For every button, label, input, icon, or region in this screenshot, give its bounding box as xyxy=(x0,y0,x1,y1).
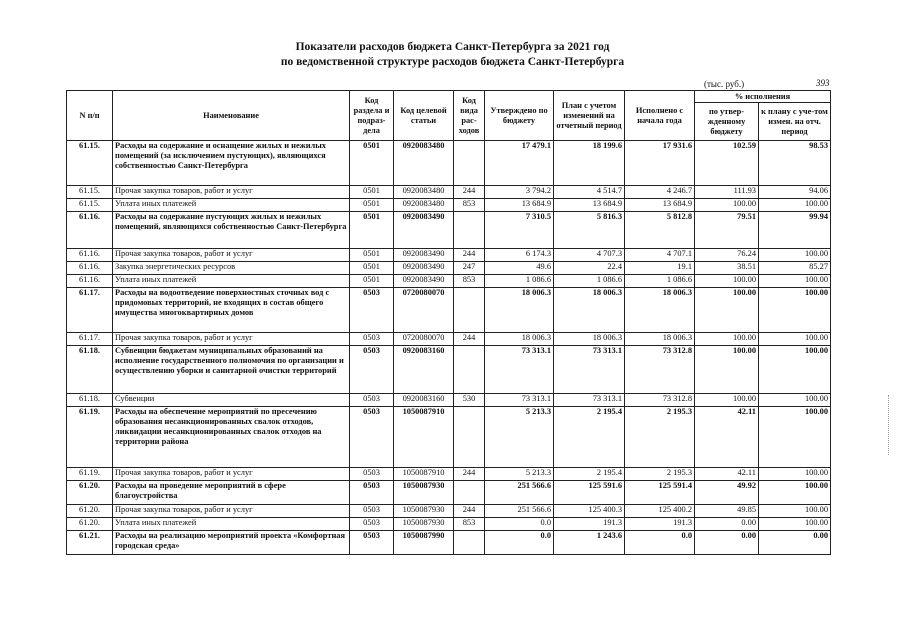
row-plan: 18 006.3 xyxy=(554,333,625,346)
row-section-code: 0503 xyxy=(350,468,394,481)
row-plan: 18 006.3 xyxy=(554,288,625,333)
col-header-plan: План с учетом изменений на отчетный период xyxy=(554,91,625,141)
row-name: Расходы на реализацию мероприятий проекта «Комфортная городская среда» xyxy=(113,531,350,555)
row-name: Закупка энергетических ресурсов xyxy=(113,262,350,275)
row-type-code xyxy=(454,288,485,333)
row-pct-plan: 100.00 xyxy=(759,505,831,518)
row-section-code: 0501 xyxy=(350,249,394,262)
document-title xyxy=(0,40,905,70)
row-pct-plan: 100.00 xyxy=(759,481,831,505)
row-executed: 19.1 xyxy=(625,262,695,275)
col-header-name: Наименование xyxy=(113,91,350,141)
row-type-code: 244 xyxy=(454,249,485,262)
row-approved: 13 684.9 xyxy=(485,199,554,212)
row-pct-approved: 111.93 xyxy=(695,186,759,199)
row-pct-plan: 100.00 xyxy=(759,346,831,394)
row-target-code: 1050087910 xyxy=(394,407,454,468)
row-plan: 18 199.6 xyxy=(554,141,625,186)
row-name: Расходы на обеспечение мероприятий по пресечению образования несанкционированных свалок отходов, ликвидации несанкционированных свалок отходов на территории района xyxy=(113,407,350,468)
title-line-1: Показатели расходов бюджета Санкт-Петербурга за 2021 год xyxy=(295,41,610,53)
row-pct-approved: 100.00 xyxy=(695,288,759,333)
row-approved: 18 006.3 xyxy=(485,288,554,333)
row-executed: 1 086.6 xyxy=(625,275,695,288)
row-pct-plan: 98.53 xyxy=(759,141,831,186)
row-number: 61.15. xyxy=(67,141,113,186)
row-executed: 191.3 xyxy=(625,518,695,531)
row-approved: 7 310.5 xyxy=(485,212,554,249)
row-executed: 17 931.6 xyxy=(625,141,695,186)
row-number: 61.17. xyxy=(67,333,113,346)
row-number: 61.19. xyxy=(67,407,113,468)
col-header-section: Код раздела и подраз-дела xyxy=(350,91,394,141)
row-number: 61.20. xyxy=(67,505,113,518)
row-executed: 5 812.8 xyxy=(625,212,695,249)
row-name: Уплата иных платежей xyxy=(113,518,350,531)
row-executed: 2 195.3 xyxy=(625,407,695,468)
row-plan: 5 816.3 xyxy=(554,212,625,249)
row-executed: 13 684.9 xyxy=(625,199,695,212)
row-pct-approved: 100.00 xyxy=(695,394,759,407)
col-header-pct-approved: по утвер-жденному бюджету xyxy=(695,103,759,141)
row-type-code: 530 xyxy=(454,394,485,407)
table-row xyxy=(67,505,831,518)
col-header-pct-plan: к плану с уче-том измен. на отч. период xyxy=(759,103,831,141)
row-pct-plan: 100.00 xyxy=(759,468,831,481)
table-row xyxy=(67,518,831,531)
row-section-code: 0501 xyxy=(350,275,394,288)
col-header-num: N п/п xyxy=(67,91,113,141)
row-target-code: 0920083490 xyxy=(394,275,454,288)
row-target-code: 0920083490 xyxy=(394,262,454,275)
table-row xyxy=(67,212,831,249)
row-approved: 251 566.6 xyxy=(485,505,554,518)
row-pct-approved: 38.51 xyxy=(695,262,759,275)
row-pct-approved: 100.00 xyxy=(695,275,759,288)
table-row xyxy=(67,275,831,288)
row-section-code: 0503 xyxy=(350,505,394,518)
row-pct-approved: 42.11 xyxy=(695,468,759,481)
budget-table xyxy=(66,90,831,555)
row-target-code: 1050087930 xyxy=(394,505,454,518)
row-pct-approved: 42.11 xyxy=(695,407,759,468)
row-name: Расходы на содержание пустующих жилых и нежилых помещений, являющихся собственностью Санкт-Петербурга xyxy=(113,212,350,249)
row-plan: 4 707.3 xyxy=(554,249,625,262)
row-pct-plan: 85.27 xyxy=(759,262,831,275)
row-type-code: 853 xyxy=(454,199,485,212)
row-plan: 125 591.6 xyxy=(554,481,625,505)
row-approved: 17 479.1 xyxy=(485,141,554,186)
row-pct-plan: 100.00 xyxy=(759,407,831,468)
row-section-code: 0503 xyxy=(350,518,394,531)
table-row xyxy=(67,531,831,555)
row-target-code: 1050087910 xyxy=(394,468,454,481)
row-target-code: 1050087930 xyxy=(394,481,454,505)
row-type-code xyxy=(454,407,485,468)
row-type-code: 853 xyxy=(454,518,485,531)
table-row xyxy=(67,141,831,186)
row-target-code: 0920083490 xyxy=(394,212,454,249)
row-type-code xyxy=(454,212,485,249)
row-pct-plan: 99.94 xyxy=(759,212,831,249)
row-target-code: 1050087990 xyxy=(394,531,454,555)
row-section-code: 0501 xyxy=(350,262,394,275)
row-approved: 49.6 xyxy=(485,262,554,275)
row-approved: 73 313.1 xyxy=(485,346,554,394)
row-approved: 0.0 xyxy=(485,518,554,531)
row-name: Прочая закупка товаров, работ и услуг xyxy=(113,505,350,518)
row-executed: 18 006.3 xyxy=(625,288,695,333)
row-section-code: 0503 xyxy=(350,481,394,505)
row-type-code xyxy=(454,346,485,394)
row-pct-approved: 79.51 xyxy=(695,212,759,249)
row-approved: 251 566.6 xyxy=(485,481,554,505)
row-type-code xyxy=(454,481,485,505)
row-pct-approved: 100.00 xyxy=(695,199,759,212)
row-number: 61.21. xyxy=(67,531,113,555)
row-approved: 5 213.3 xyxy=(485,468,554,481)
col-header-pct-group: % исполнения xyxy=(695,91,831,103)
row-pct-plan: 0.00 xyxy=(759,531,831,555)
row-executed: 2 195.3 xyxy=(625,468,695,481)
row-plan: 73 313.1 xyxy=(554,394,625,407)
row-approved: 1 086.6 xyxy=(485,275,554,288)
table-row xyxy=(67,186,831,199)
row-pct-approved: 76.24 xyxy=(695,249,759,262)
row-type-code: 244 xyxy=(454,186,485,199)
row-pct-approved: 49.92 xyxy=(695,481,759,505)
row-name: Расходы на проведение мероприятий в сфере благоустройства xyxy=(113,481,350,505)
row-plan: 2 195.4 xyxy=(554,407,625,468)
row-approved: 18 006.3 xyxy=(485,333,554,346)
row-section-code: 0503 xyxy=(350,346,394,394)
row-target-code: 0920083490 xyxy=(394,249,454,262)
row-type-code: 244 xyxy=(454,505,485,518)
title-line-2: по ведомственной структуре расходов бюджета Санкт-Петербурга xyxy=(280,56,625,68)
row-target-code: 0920083160 xyxy=(394,394,454,407)
col-header-target: Код целевой статьи xyxy=(394,91,454,141)
row-executed: 73 312.8 xyxy=(625,346,695,394)
table-row xyxy=(67,288,831,333)
row-executed: 73 312.8 xyxy=(625,394,695,407)
row-section-code: 0501 xyxy=(350,186,394,199)
row-number: 61.16. xyxy=(67,212,113,249)
row-name: Расходы на водоотведение поверхностных сточных вод с придомовых территорий, не входящих в состав общего имущества многоквартирных домов xyxy=(113,288,350,333)
col-header-approved: Утверждено по бюджету xyxy=(485,91,554,141)
table-row xyxy=(67,333,831,346)
table-row xyxy=(67,407,831,468)
row-pct-plan: 100.00 xyxy=(759,275,831,288)
row-type-code xyxy=(454,141,485,186)
row-pct-approved: 0.00 xyxy=(695,518,759,531)
row-number: 61.16. xyxy=(67,275,113,288)
row-executed: 18 006.3 xyxy=(625,333,695,346)
row-type-code: 247 xyxy=(454,262,485,275)
page-number: 393 xyxy=(816,78,830,88)
row-pct-plan: 100.00 xyxy=(759,333,831,346)
row-number: 61.18. xyxy=(67,346,113,394)
col-header-executed: Исполнено с начала года xyxy=(625,91,695,141)
row-pct-plan: 100.00 xyxy=(759,199,831,212)
row-section-code: 0501 xyxy=(350,199,394,212)
row-pct-plan: 100.00 xyxy=(759,288,831,333)
row-type-code: 244 xyxy=(454,333,485,346)
row-section-code: 0503 xyxy=(350,394,394,407)
row-plan: 73 313.1 xyxy=(554,346,625,394)
row-executed: 0.0 xyxy=(625,531,695,555)
row-number: 61.16. xyxy=(67,249,113,262)
row-executed: 125 591.4 xyxy=(625,481,695,505)
table-row xyxy=(67,481,831,505)
row-target-code: 1050087930 xyxy=(394,518,454,531)
row-plan: 1 086.6 xyxy=(554,275,625,288)
row-number: 61.20. xyxy=(67,481,113,505)
row-pct-plan: 100.00 xyxy=(759,394,831,407)
row-type-code: 244 xyxy=(454,468,485,481)
row-target-code: 0720080070 xyxy=(394,288,454,333)
row-plan: 191.3 xyxy=(554,518,625,531)
row-name: Прочая закупка товаров, работ и услуг xyxy=(113,468,350,481)
row-type-code xyxy=(454,531,485,555)
units-label: (тыс. руб.) xyxy=(704,79,745,89)
row-approved: 5 213.3 xyxy=(485,407,554,468)
col-header-type: Код вида рас-ходов xyxy=(454,91,485,141)
row-approved: 0.0 xyxy=(485,531,554,555)
row-pct-approved: 100.00 xyxy=(695,346,759,394)
row-plan: 125 400.3 xyxy=(554,505,625,518)
row-number: 61.15. xyxy=(67,199,113,212)
row-approved: 3 794.2 xyxy=(485,186,554,199)
row-target-code: 0720080070 xyxy=(394,333,454,346)
row-plan: 22.4 xyxy=(554,262,625,275)
row-pct-plan: 94.06 xyxy=(759,186,831,199)
row-type-code: 853 xyxy=(454,275,485,288)
row-pct-plan: 100.00 xyxy=(759,249,831,262)
row-name: Прочая закупка товаров, работ и услуг xyxy=(113,249,350,262)
table-body xyxy=(67,141,831,555)
row-section-code: 0501 xyxy=(350,141,394,186)
row-name: Прочая закупка товаров, работ и услуг xyxy=(113,333,350,346)
row-section-code: 0503 xyxy=(350,407,394,468)
row-number: 61.19. xyxy=(67,468,113,481)
table-row xyxy=(67,346,831,394)
table-row xyxy=(67,262,831,275)
row-number: 61.20. xyxy=(67,518,113,531)
row-section-code: 0503 xyxy=(350,333,394,346)
row-name: Расходы на содержание и оснащение жилых и нежилых помещений (за исключением пустующих), являющихся собственностью Санкт-Петербурга xyxy=(113,141,350,186)
row-plan: 13 684.9 xyxy=(554,199,625,212)
row-executed: 4 707.1 xyxy=(625,249,695,262)
row-name: Прочая закупка товаров, работ и услуг xyxy=(113,186,350,199)
row-target-code: 0920083480 xyxy=(394,199,454,212)
row-number: 61.18. xyxy=(67,394,113,407)
row-name: Субвенции xyxy=(113,394,350,407)
row-pct-approved: 100.00 xyxy=(695,333,759,346)
row-name: Уплата иных платежей xyxy=(113,199,350,212)
row-target-code: 0920083480 xyxy=(394,186,454,199)
row-plan: 1 243.6 xyxy=(554,531,625,555)
row-plan: 4 514.7 xyxy=(554,186,625,199)
row-pct-approved: 102.59 xyxy=(695,141,759,186)
table-row xyxy=(67,249,831,262)
row-number: 61.16. xyxy=(67,262,113,275)
row-section-code: 0503 xyxy=(350,288,394,333)
row-number: 61.17. xyxy=(67,288,113,333)
row-name: Уплата иных платежей xyxy=(113,275,350,288)
row-approved: 6 174.3 xyxy=(485,249,554,262)
row-name: Субвенции бюджетам муниципальных образований на исполнение государственного полномочия по организации и осуществлению уборки и санитарной очистки территорий xyxy=(113,346,350,394)
row-target-code: 0920083160 xyxy=(394,346,454,394)
row-executed: 4 246.7 xyxy=(625,186,695,199)
row-approved: 73 313.1 xyxy=(485,394,554,407)
row-section-code: 0503 xyxy=(350,531,394,555)
row-pct-approved: 49.85 xyxy=(695,505,759,518)
row-pct-plan: 100.00 xyxy=(759,518,831,531)
margin-dotted-line xyxy=(888,395,890,455)
table-row xyxy=(67,199,831,212)
row-plan: 2 195.4 xyxy=(554,468,625,481)
row-executed: 125 400.2 xyxy=(625,505,695,518)
row-section-code: 0501 xyxy=(350,212,394,249)
table-row xyxy=(67,394,831,407)
row-target-code: 0920083480 xyxy=(394,141,454,186)
table-row xyxy=(67,468,831,481)
row-number: 61.15. xyxy=(67,186,113,199)
row-pct-approved: 0.00 xyxy=(695,531,759,555)
